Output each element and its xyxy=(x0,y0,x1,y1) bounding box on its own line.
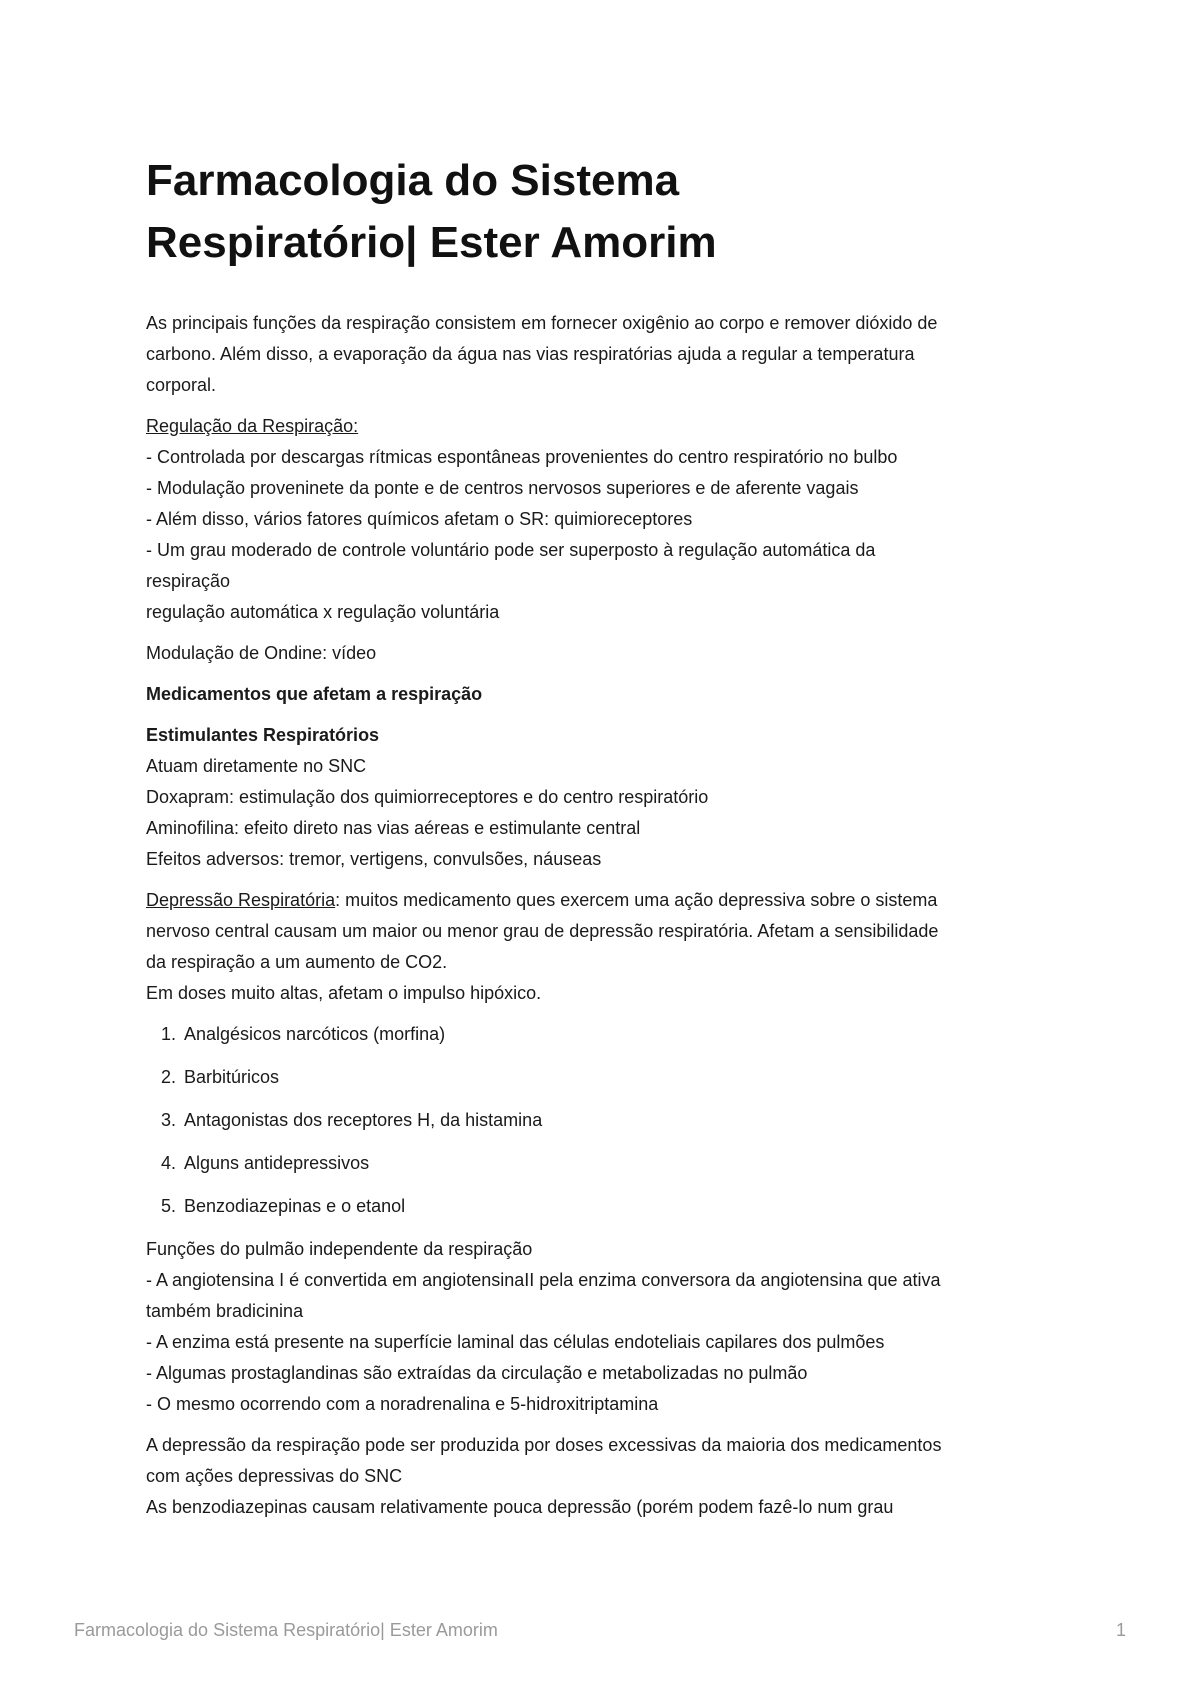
list-item-text: Benzodiazepinas e o etanol xyxy=(184,1196,406,1216)
text-line: com ações depressivas do SNC xyxy=(146,1466,403,1486)
text-line: da respiração a um aumento de CO2. xyxy=(146,952,448,972)
list-item-text: Antagonistas dos receptores H, da histamina xyxy=(184,1110,543,1130)
list-number: 5. xyxy=(160,1196,176,1216)
list-item-text: Analgésicos narcóticos (morfina) xyxy=(184,1024,446,1044)
list-item xyxy=(146,1019,1066,1050)
estimulantes-section xyxy=(146,720,1066,875)
list-item-text: Alguns antidepressivos xyxy=(184,1153,370,1173)
list-number: 1. xyxy=(160,1024,176,1044)
list-number: 3. xyxy=(160,1110,176,1130)
list-item xyxy=(146,1191,1066,1222)
section-heading: Depressão Respiratória xyxy=(146,890,336,910)
text-line: corporal. xyxy=(146,375,217,395)
text-line: As principais funções da respiração consistem em fornecer oxigênio ao corpo e remover dióxido de xyxy=(146,313,938,333)
section-heading: Regulação da Respiração: xyxy=(146,416,359,436)
text-line: Em doses muito altas, afetam o impulso hipóxico. xyxy=(146,983,542,1003)
title-line: Respiratório| Ester Amorim xyxy=(146,218,717,267)
text-line: Doxapram: estimulação dos quimiorreceptores e do centro respiratório xyxy=(146,787,709,807)
text-line xyxy=(146,885,1066,916)
text-line: Modulação de Ondine: vídeo xyxy=(146,643,377,663)
text-line: Funções do pulmão independente da respiração xyxy=(146,1239,533,1259)
text-line: - Um grau moderado de controle voluntário pode ser superposto à regulação automática da xyxy=(146,540,876,560)
text-line: As benzodiazepinas causam relativamente pouca depressão (porém podem fazê-lo num grau xyxy=(146,1497,894,1517)
footer-title: Farmacologia do Sistema Respiratório| Ester Amorim xyxy=(74,1620,498,1640)
page-title xyxy=(146,150,1066,274)
medicamentos-heading xyxy=(146,679,1066,710)
text-line: Efeitos adversos: tremor, vertigens, convulsões, náuseas xyxy=(146,849,602,869)
text-line: - Modulação proveninete da ponte e de centros nervosos superiores e de aferente vagais xyxy=(146,478,859,498)
page-footer xyxy=(74,1620,1126,1641)
text-line: nervoso central causam um maior ou menor grau de depressão respiratória. Afetam a sensibilidade xyxy=(146,921,939,941)
list-number: 4. xyxy=(160,1153,176,1173)
text-line: A depressão da respiração pode ser produzida por doses excessivas da maioria dos medicamentos xyxy=(146,1435,942,1455)
text-line: - Algumas prostaglandinas são extraídas da circulação e metabolizadas no pulmão xyxy=(146,1363,808,1383)
list-item-text: Barbitúricos xyxy=(184,1067,280,1087)
text-line: Atuam diretamente no SNC xyxy=(146,756,367,776)
document-page xyxy=(146,150,1066,1533)
list-item xyxy=(146,1105,1066,1136)
list-number: 2. xyxy=(160,1067,176,1087)
text-line: - Controlada por descargas rítmicas espontâneas provenientes do centro respiratório no bulbo xyxy=(146,447,898,467)
intro-paragraph xyxy=(146,308,1066,401)
text-line: - Além disso, vários fatores químicos afetam o SR: quimioreceptores xyxy=(146,509,693,529)
text-fragment: : muitos medicamento ques exercem uma ação depressiva sobre o sistema xyxy=(335,890,938,910)
text-line: Aminofilina: efeito direto nas vias aéreas e estimulante central xyxy=(146,818,641,838)
text-line: - O mesmo ocorrendo com a noradrenalina e 5-hidroxitriptamina xyxy=(146,1394,659,1414)
title-line: Farmacologia do Sistema xyxy=(146,156,680,205)
depressao-section xyxy=(146,885,1066,1009)
list-item xyxy=(146,1148,1066,1179)
regulacao-section xyxy=(146,411,1066,628)
text-line: - A enzima está presente na superfície laminal das células endoteliais capilares dos pulmões xyxy=(146,1332,885,1352)
funcoes-section xyxy=(146,1234,1066,1420)
section-heading: Medicamentos que afetam a respiração xyxy=(146,684,483,704)
section-heading: Estimulantes Respiratórios xyxy=(146,725,380,745)
text-line: regulação automática x regulação voluntária xyxy=(146,602,500,622)
text-line: - A angiotensina I é convertida em angiotensinaII pela enzima conversora da angiotensina que ativa xyxy=(146,1270,941,1290)
text-line: também bradicinina xyxy=(146,1301,304,1321)
list-item xyxy=(146,1062,1066,1093)
text-line: respiração xyxy=(146,571,231,591)
numbered-list xyxy=(146,1019,1066,1222)
text-line: carbono. Além disso, a evaporação da água nas vias respiratórias ajuda a regular a temperatura xyxy=(146,344,915,364)
ondine-paragraph xyxy=(146,638,1066,669)
page-number: 1 xyxy=(1115,1620,1126,1640)
final-paragraph xyxy=(146,1430,1066,1523)
